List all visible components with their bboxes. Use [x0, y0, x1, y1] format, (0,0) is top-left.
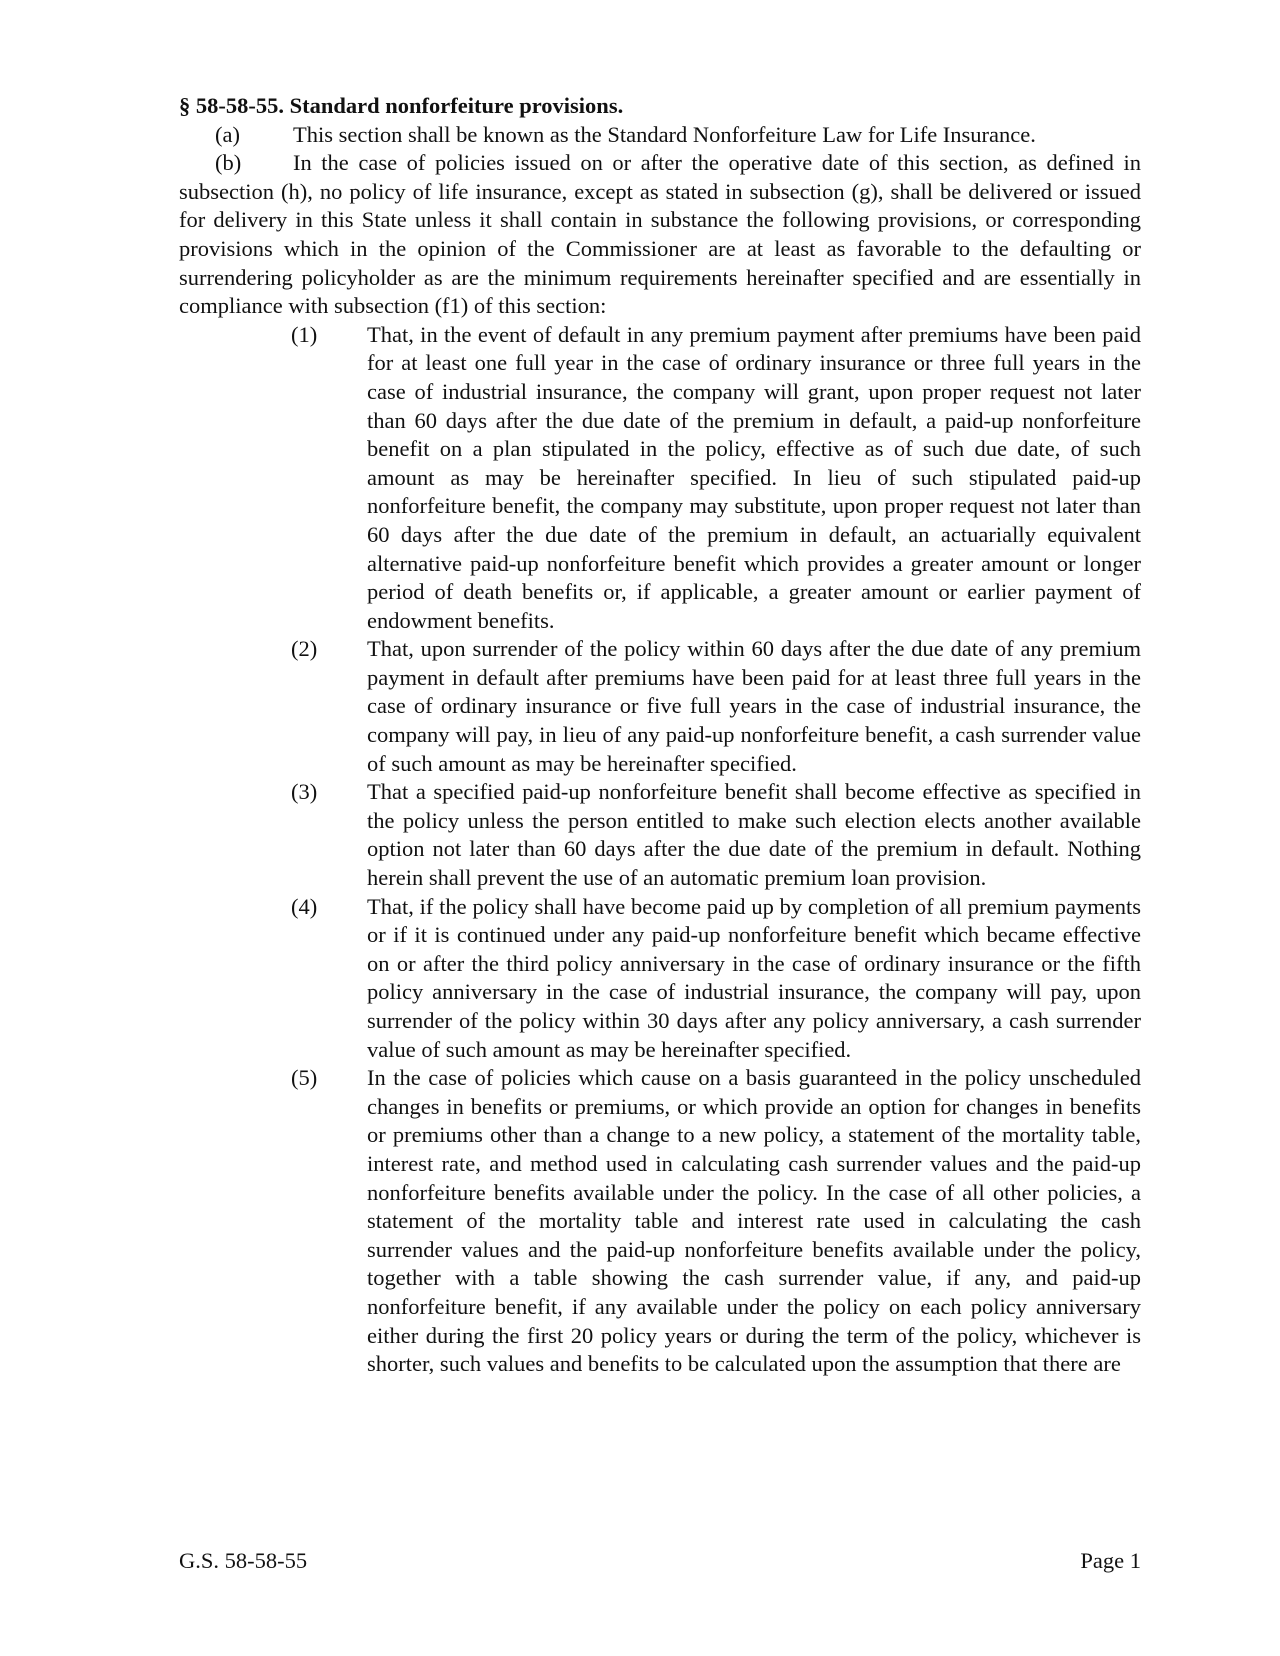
provision-number: (4) [291, 893, 318, 919]
provision-number: (1) [291, 321, 318, 347]
provision-item-2 [179, 635, 1141, 778]
provision-item-3 [179, 778, 1141, 892]
document-body [179, 92, 1141, 1379]
provision-number: (5) [291, 1065, 318, 1091]
provision-text: In the case of policies which cause on a basis guaranteed in the policy unscheduled changes in benefits or premiums, or which provide an option for changes in benefits or premiums other than a change to a new policy, a statement of the mortality table, interest rate, and method used in calculating cash surrender values and the paid-up nonforfeiture benefits available under the policy. In the case of all other policies, a statement of the mortality table and interest rate used in calculating the cash surrender values and the paid-up nonforfeiture benefits available under the policy, together with a table showing the cash surrender value, if any, and paid-up nonforfeiture benefit, if any available under the policy on each policy anniversary either during the first 20 policy years or during the term of the policy, whichever is shorter, such values and benefits to be calculated upon the assumption that there are [367, 1065, 1141, 1377]
provision-number: (2) [291, 636, 318, 662]
provision-text: That, in the event of default in any premium payment after premiums have been paid for at least one full year in the case of ordinary insurance or three full years in the case of industrial insurance, the company will grant, upon proper request not later than 60 days after the due date of the premium in default, a paid-up nonforfeiture benefit on a plan stipulated in the policy, effective as of such due date, of such amount as may be hereinafter specified. In lieu of such stipulated paid-up nonforfeiture benefit, the company may substitute, upon proper request not later than 60 days after the due date of the premium in default, an actuarially equivalent alternative paid-up nonforfeiture benefit which provides a greater amount or longer period of death benefits or, if applicable, a greater amount or earlier payment of endowment benefits. [367, 321, 1141, 633]
section-heading: § 58-58-55. Standard nonforfeiture provisions. [179, 93, 624, 118]
provision-item-4 [179, 893, 1141, 1065]
subsection-text: This section shall be known as the Standard Nonforfeiture Law for Life Insurance. [293, 121, 1036, 147]
page-number: Page 1 [1080, 1548, 1141, 1573]
subsection-label: (a) [215, 121, 240, 147]
subsection-text: In the case of policies issued on or after the operative date of this section, as defined in subsection (h), no policy of life insurance, except as stated in subsection (g), shall be delivered or issued for delivery in this State unless it shall contain in substance the following provisions, or corresponding provisions which in the opinion of the Commissioner are at least as favorable to the defaulting or surrendering policyholder as are the minimum requirements hereinafter specified and are essentially in compliance with subsection (f1) of this section: [179, 150, 1141, 319]
provision-text: That, if the policy shall have become paid up by completion of all premium payments or if it is continued under any paid-up nonforfeiture benefit which became effective on or after the third policy anniversary in the case of ordinary insurance or the fifth policy anniversary in the case of industrial insurance, the company will pay, upon surrender of the policy within 30 days after any policy anniversary, a cash surrender value of such amount as may be hereinafter specified. [367, 893, 1141, 1062]
provision-item-1 [179, 321, 1141, 636]
subsection-b [179, 149, 1141, 321]
subsection-label: (b) [215, 150, 242, 176]
subsection-a [179, 121, 1141, 150]
provision-number: (3) [291, 779, 318, 805]
provision-text: That, upon surrender of the policy within 60 days after the due date of any premium payment in default after premiums have been paid for at least three full years in the case of ordinary insurance or five full years in the case of industrial insurance, the company will pay, in lieu of any paid-up nonforfeiture benefit, a cash surrender value of such amount as may be hereinafter specified. [367, 636, 1141, 776]
provision-item-5 [179, 1064, 1141, 1379]
footer-citation: G.S. 58-58-55 [179, 1548, 308, 1573]
provision-text: That a specified paid-up nonforfeiture benefit shall become effective as specified in the policy unless the person entitled to make such election elects another available option not later than 60 days after the due date of the premium in default. Nothing herein shall prevent the use of an automatic premium loan provision. [367, 779, 1141, 891]
